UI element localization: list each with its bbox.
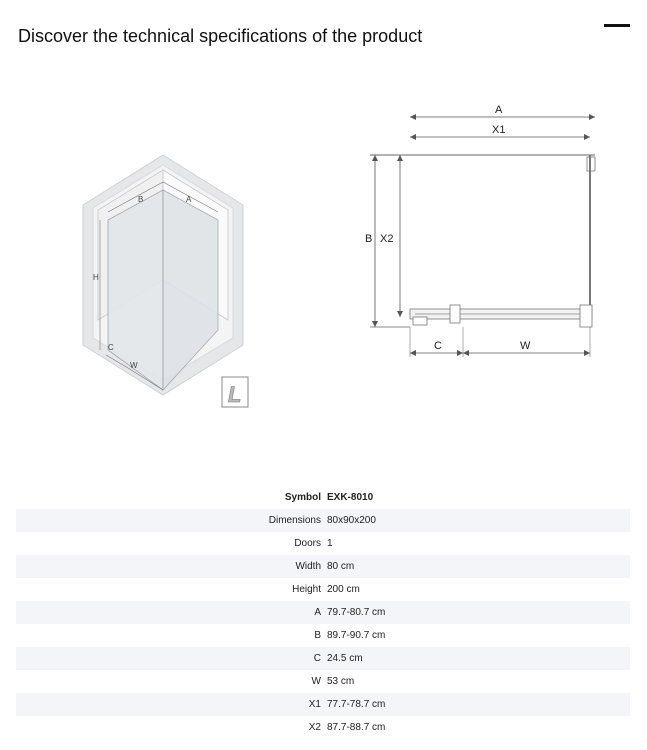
spec-row (16, 601, 630, 624)
spec-label: C (313, 653, 321, 664)
spec-value: 77.7-78.7 cm (327, 699, 386, 710)
iso-label-c: C (108, 343, 114, 352)
spec-label: B (314, 630, 321, 641)
isometric-diagram (78, 150, 258, 410)
spec-value: 1 (327, 538, 333, 549)
spec-label: Symbol (284, 492, 321, 503)
plan-label-c: C (434, 340, 442, 352)
spec-row (16, 555, 630, 578)
spec-value: 80x90x200 (327, 515, 376, 526)
page-title: Discover the technical specifications of the product (18, 26, 423, 46)
plan-label-a: A (495, 104, 503, 116)
spec-label: Width (295, 561, 321, 572)
iso-label-a: A (186, 195, 192, 204)
plan-label-b: B (365, 233, 373, 245)
spec-value: EXK-8010 (327, 492, 374, 503)
specifications-table (16, 486, 630, 739)
spec-value: 79.7-80.7 cm (327, 607, 386, 618)
spec-label: W (311, 676, 321, 687)
iso-label-h: H (93, 273, 99, 282)
spec-label: A (314, 607, 321, 618)
iso-label-w: W (130, 361, 138, 370)
spec-label: Dimensions (268, 515, 321, 526)
spec-label: Doors (294, 538, 321, 549)
spec-value: 87.7-88.7 cm (327, 722, 386, 733)
spec-value: 89.7-90.7 cm (327, 630, 386, 641)
plan-diagram (355, 95, 605, 360)
spec-label: Height (292, 584, 321, 595)
spec-label: X1 (308, 699, 321, 710)
spec-row (16, 624, 630, 647)
spec-row (16, 578, 630, 601)
badge-letter: L (228, 382, 242, 407)
plan-label-x2: X2 (380, 233, 394, 245)
spec-row (16, 693, 630, 716)
spec-label: X2 (308, 722, 321, 733)
close-button[interactable] (604, 20, 630, 34)
spec-value: 80 cm (327, 561, 355, 572)
spec-row (16, 716, 630, 739)
plan-label-w: W (520, 340, 531, 352)
spec-row (16, 486, 630, 509)
spec-row (16, 670, 630, 693)
spec-value: 53 cm (327, 676, 355, 687)
spec-value: 200 cm (327, 584, 360, 595)
spec-value: 24.5 cm (327, 653, 363, 664)
spec-row (16, 647, 630, 670)
spec-row (16, 532, 630, 555)
iso-label-b: B (138, 195, 144, 204)
spec-row (16, 509, 630, 532)
plan-label-x1: X1 (492, 124, 506, 136)
minus-icon (604, 24, 630, 27)
